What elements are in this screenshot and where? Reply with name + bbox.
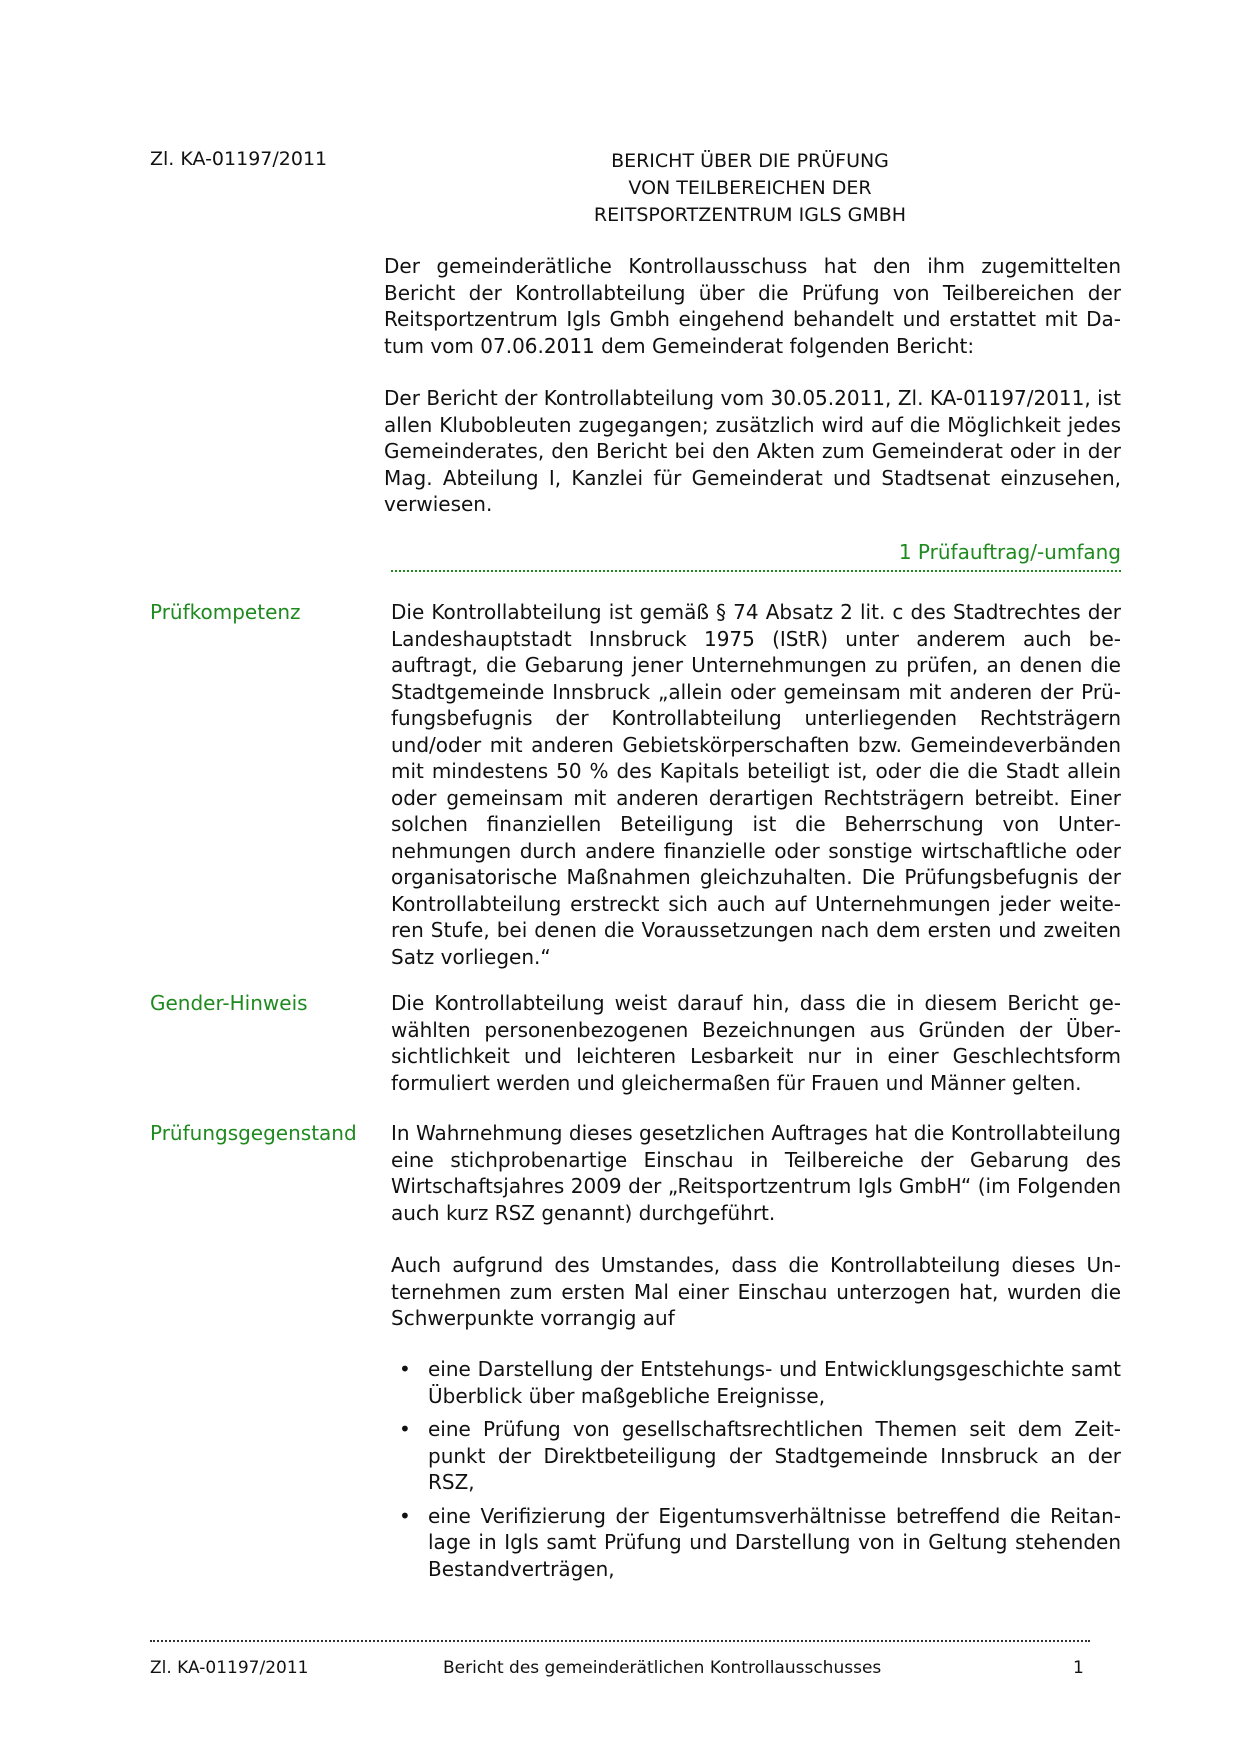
list-item: • eine Verifizierung der Eigentumsverhältnisse betreffend die Reitanlage in Igls samt Prüfung und Darstellung von in Geltung stehenden Bestandverträgen, (399, 1503, 1121, 1581)
page-number: 1 (1073, 1658, 1084, 1678)
section-divider (391, 570, 1121, 572)
gender-text: Die Kontrollabteilung weist darauf hin, dass die in diesem Bericht gewählten personenbezogenen Bezeichnungen aus Gründen der Übersichtlichkeit und leichteren Lesbarkeit nur in einer Geschlechtsform formuliert werden und gleichermaßen für Frauen und Männer gelten. (391, 991, 1121, 1095)
pruefkompetenz-text: Die Kontrollabteilung ist gemäß § 74 Absatz 2 lit. c des Stadtrechtes der Landeshauptstadt Innsbruck 1975 (IStR) unter anderem auch beauftragt, die Gebarung jener Unternehmungen zu prüfen, an denen die Stadtgemeinde Innsbruck „allein oder gemeinsam mit anderen der Prüfungsbefugnis der Kontrollabteilung unterliegenden Rechtsträgern und/oder mit anderen Gebietskörperschaften bzw. Gemeindeverbänden mit mindestens 50 % des Kapitals beteiligt ist, oder die die Stadt allein oder gemeinsam mit anderen derartigen Rechtsträgern betreibt. Einer solchen finanziellen Beteiligung ist die Beherrschung von Unternehmungen durch andere finanzielle oder sonstige wirtschaftliche oder organisatorische Maßnahmen gleichzuhalten. Die Prüfungsbefugnis der Kontrollabteilung erstreckt sich auch auf Unternehmungen jeder weiteren Stufe, bei denen die Voraussetzungen nach dem ersten und zweiten Satz vorliegen.“ (391, 600, 1121, 969)
intro-paragraph-1: Der gemeinderätliche Kontrollausschuss hat den ihm zugemittelten Bericht der Kontrollabteilung über die Prüfung von Teilbereichen der Reitsportzentrum Igls Gmbh eingehend behandelt und erstattet mit Datum vom 07.06.2011 dem Gemeinderat folgenden Bericht: (384, 254, 1121, 358)
title-line: BERICHT ÜBER DIE PRÜFUNG (611, 150, 889, 172)
document-reference: Zl. KA-01197/2011 (150, 148, 328, 170)
margin-label-pruefkompetenz: Prüfkompetenz (150, 600, 301, 624)
bullet-icon: • (399, 1503, 411, 1528)
focus-list (391, 1356, 1121, 1589)
intro-paragraph-2: Der Bericht der Kontrollabteilung vom 30.05.2011, Zl. KA-01197/2011, ist allen Klubobleuten zugegangen; zusätzlich wird auf die Möglichkeit jedes Gemeinderates, den Bericht bei den Akten zum Gemeinderat oder in der Mag. Abteilung I, Kanzlei für Gemeinderat und Stadtsenat einzusehen, verwiesen. (384, 386, 1121, 516)
document-title (560, 148, 940, 229)
gegenstand-text-2: Auch aufgrund des Umstandes, dass die Kontrollabteilung dieses Unternehmen zum ersten Mal einer Einschau unterzogen hat, wurden die Schwerpunkte vorrangig auf (391, 1253, 1121, 1330)
margin-label-gender: Gender-Hinweis (150, 991, 308, 1015)
bullet-icon: • (399, 1357, 411, 1381)
title-line: REITSPORTZENTRUM IGLS GMBH (593, 204, 907, 226)
list-item: • eine Prüfung von gesellschaftsrechtlichen Themen seit dem Zeitpunkt der Direktbeteiligung der Stadtgemeinde Innsbruck an der RSZ, (399, 1417, 1121, 1494)
bullet-icon: • (399, 1417, 411, 1441)
footer-reference: Zl. KA-01197/2011 (150, 1658, 309, 1678)
footer-divider (150, 1640, 1090, 1642)
section-heading: 1 Prüfauftrag/-umfang (898, 540, 1121, 564)
list-item: • eine Darstellung der Entstehungs- und Entwicklungsgeschichte samt Überblick über maßgebliche Ereignisse, (399, 1357, 1121, 1408)
margin-label-gegenstand: Prüfungsgegenstand (150, 1121, 357, 1145)
gegenstand-text-1: In Wahrnehmung dieses gesetzlichen Auftrages hat die Kontrollabteilung eine stichprobenartige Einschau in Teilbereiche der Gebarung des Wirtschaftsjahres 2009 der „Reitsportzentrum Igls GmbH“ (im Folgenden auch kurz RSZ genannt) durchgeführt. (391, 1121, 1121, 1225)
footer-title: Bericht des gemeinderätlichen Kontrollausschusses (443, 1658, 882, 1678)
title-line: VON TEILBEREICHEN DER (628, 177, 872, 199)
